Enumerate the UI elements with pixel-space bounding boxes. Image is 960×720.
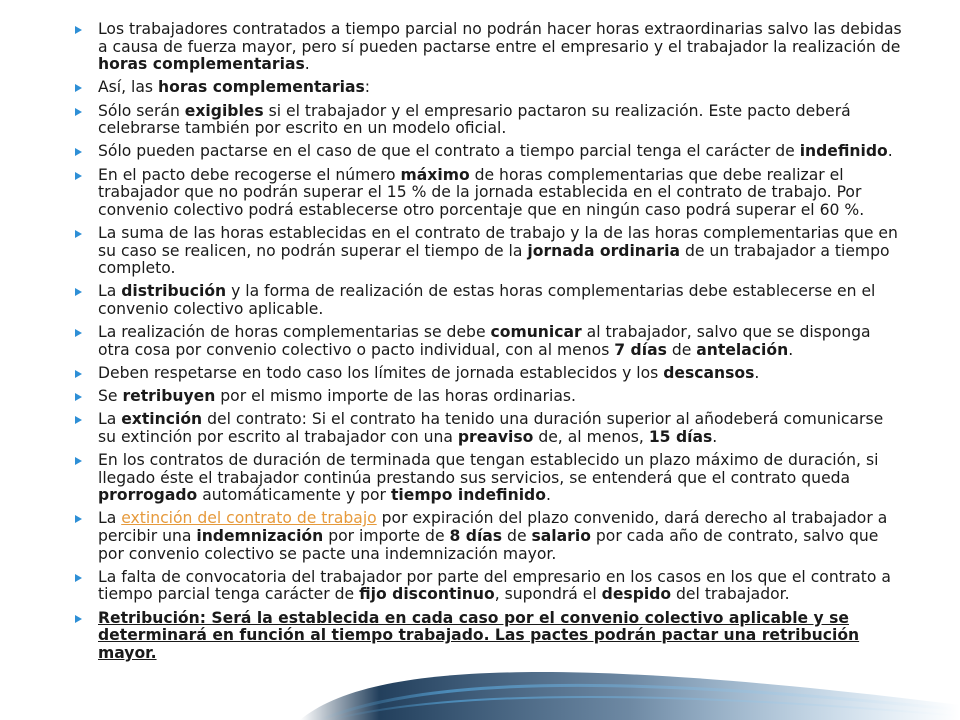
- text-run: .: [545, 486, 551, 505]
- text-run: al trabajador, salvo que se disponga otra cosa por convenio colectivo o pacto individual, con al menos: [98, 323, 871, 359]
- bullet-arrow-icon: [75, 288, 82, 296]
- bullet-item: [74, 324, 904, 359]
- bold-text: descansos: [663, 363, 755, 382]
- bold-text: distribución: [121, 282, 227, 301]
- bullet-arrow-icon: [75, 172, 82, 180]
- text-run: La: [98, 410, 122, 429]
- text-run: por expiración del plazo convenido, dará derecho al trabajador a percibir una: [98, 509, 888, 545]
- text-run: Los trabajadores contratados a tiempo parcial no podrán hacer horas extraordinarias salvo las debidas a causa de fuerza mayor, pero sí pueden pactarse entre el empresario y el trabajador la realización de: [98, 20, 902, 56]
- text-run: de horas complementarias que debe realizar el trabajador que no podrán superar el 15 % de la jornada establecida en el contrato de trabajo. Por convenio colectivo podrá establecerse otro porcentaje que en ningún caso podrá superar el 60 %.: [98, 165, 865, 219]
- text-run: de un trabajador a tiempo completo.: [98, 241, 890, 278]
- text-run: La suma de las horas establecidas en el contrato de trabajo y la de las horas complementarias que en su caso se realicen, no podrán superar el tiempo de la: [98, 223, 898, 260]
- text-run: si el trabajador y el empresario pactaron su realización. Este pacto deberá celebrarse también por escrito en un modelo oficial.: [98, 101, 851, 138]
- bold-text: indemnización: [196, 526, 324, 545]
- bullet-item: [74, 569, 904, 604]
- text-run: La falta de convocatoria del trabajador por parte del empresario en los casos en los que el contrato a tiempo parcial tenga carácter de: [98, 567, 891, 604]
- bullet-arrow-icon: [75, 615, 82, 623]
- text-run: Se: [98, 387, 123, 406]
- bullet-item: [74, 21, 904, 74]
- bullet-arrow-icon: [75, 393, 82, 401]
- text-run: Sólo pueden pactarse en el caso de que el contrato a tiempo parcial tenga el carácter de: [98, 142, 800, 161]
- text-run: del contrato: Si el contrato ha tenido una duración superior al añodeberá comunicarse su extinción por escrito al trabajador con una: [98, 410, 884, 446]
- bold-text: fijo discontinuo: [359, 585, 495, 604]
- bold-text: preaviso: [457, 427, 534, 446]
- bullet-item: [74, 143, 904, 161]
- text-run: Así, las: [98, 78, 159, 97]
- bullet-list: [74, 21, 904, 662]
- bullet-arrow-icon: [75, 230, 82, 238]
- text-run: La: [98, 509, 122, 528]
- text-run: .: [887, 142, 893, 161]
- bold-text: retribuyen: [122, 387, 216, 406]
- text-run: por el mismo importe de las horas ordinarias.: [215, 387, 576, 406]
- text-run: de, al menos,: [533, 427, 649, 446]
- bold-text: prorrogado: [98, 486, 198, 505]
- text-run: La realización de horas complementarias se debe: [98, 323, 491, 342]
- bullet-arrow-icon: [75, 148, 82, 156]
- text-run: , supondrá el: [494, 585, 602, 604]
- bullet-arrow-icon: [75, 515, 82, 523]
- text-run: En los contratos de duración de terminada que tengan establecido un plazo máximo de duración, si llegado éste el trabajador continúa prestando sus servicios, se entenderá que el contrato queda: [98, 451, 879, 487]
- text-run: del trabajador.: [671, 585, 790, 604]
- text-run: por cada año de contrato, salvo que por convenio colectivo se pacte una indemnización mayor.: [98, 526, 879, 563]
- bold-text: antelación: [696, 340, 789, 359]
- bullet-arrow-icon: [75, 108, 82, 116]
- slide-content: [74, 21, 904, 668]
- text-run: .: [788, 340, 794, 359]
- text-run: Sólo serán: [98, 101, 185, 120]
- bullet-item: [74, 388, 904, 406]
- bullet-item: [74, 103, 904, 138]
- text-run: de: [666, 340, 697, 359]
- bullet-arrow-icon: [75, 416, 82, 424]
- bullet-arrow-icon: [75, 84, 82, 92]
- bullet-item: [74, 167, 904, 220]
- bold-text: 7 días: [614, 340, 667, 359]
- bullet-item: [74, 452, 904, 505]
- bullet-item: [74, 365, 904, 383]
- text-run: y la forma de realización de estas horas complementarias debe establecerse en el convenio colectivo aplicable.: [98, 282, 876, 318]
- text-run: .: [754, 363, 760, 382]
- bold-text: 8 días: [449, 526, 503, 545]
- bold-text: horas complementarias: [158, 78, 365, 97]
- bold-text: máximo: [400, 165, 470, 184]
- bullet-item: [74, 79, 904, 97]
- text-run: :: [364, 78, 371, 97]
- bold-text: exigibles: [184, 101, 264, 120]
- bold-text: Retribución: Será la establecida en cada caso por el convenio colectivo aplicable y se determinará en función al tiempo trabajado. Las pactes podrán pactar una retribución mayor.: [98, 608, 860, 662]
- bullet-item: [74, 510, 904, 563]
- text-run: .: [304, 55, 310, 74]
- text-run: Deben respetarse en todo caso los límites de jornada establecidos y los: [98, 363, 664, 382]
- bullet-item: [74, 610, 904, 663]
- bold-text: jornada ordinaria: [527, 241, 680, 260]
- bullet-arrow-icon: [75, 370, 82, 378]
- bullet-arrow-icon: [75, 329, 82, 337]
- bold-text: salario: [531, 526, 591, 545]
- text-run: La: [98, 282, 122, 301]
- text-run: automáticamente y por: [197, 486, 391, 505]
- bold-text: horas complementarias: [98, 55, 305, 74]
- bold-text: comunicar: [490, 323, 582, 342]
- text-run: .: [712, 427, 718, 446]
- bullet-arrow-icon: [75, 26, 82, 34]
- bold-text: tiempo indefinido: [390, 486, 546, 505]
- text-run: por importe de: [323, 526, 450, 545]
- bold-text: indefinido: [799, 142, 888, 161]
- contract-extinction-link[interactable]: extinción del contrato de trabajo: [121, 509, 377, 528]
- text-run: En el pacto debe recogerse el número: [98, 165, 401, 184]
- bullet-item: [74, 283, 904, 318]
- bold-text: 15 días: [648, 427, 713, 446]
- bold-text: extinción: [121, 410, 203, 429]
- bullet-item: [74, 411, 904, 446]
- bold-text: despido: [601, 585, 672, 604]
- bullet-arrow-icon: [75, 457, 82, 465]
- text-run: de: [502, 526, 532, 545]
- bullet-arrow-icon: [75, 574, 82, 582]
- bullet-item: [74, 225, 904, 278]
